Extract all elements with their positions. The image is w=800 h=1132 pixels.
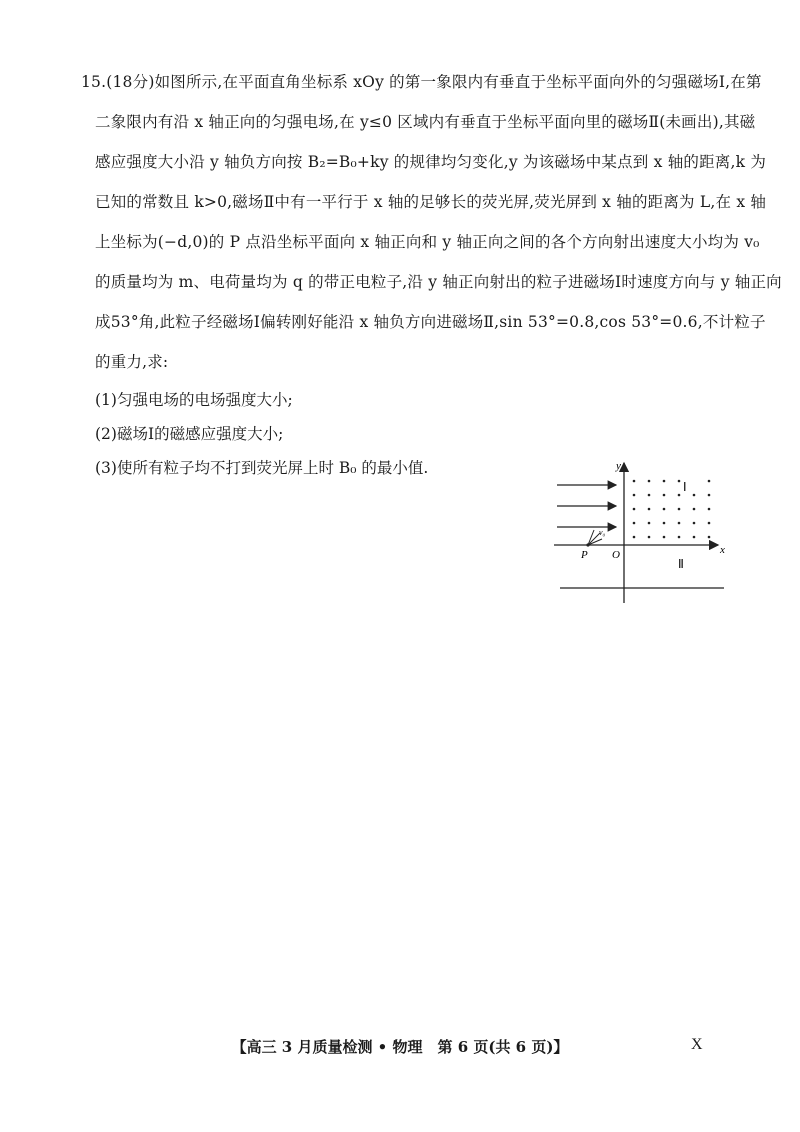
point-p-marker: [586, 543, 589, 546]
velocity-label: v₀: [599, 528, 606, 537]
question-1: (1)匀强电场的电场强度大小;: [95, 391, 293, 409]
field-dot: [678, 522, 681, 525]
field-dot: [663, 522, 666, 525]
field-dot: [693, 536, 696, 539]
field-dot: [663, 536, 666, 539]
field-dot: [663, 508, 666, 511]
diagram-svg: [552, 455, 732, 605]
problem-line: 的质量均为 m、电荷量均为 q 的带正电粒子,沿 y 轴正向射出的粒子进磁场Ⅰ时速度方向与 y 轴正向: [95, 273, 782, 291]
version-mark: X: [691, 1036, 703, 1053]
field-dot: [648, 494, 651, 497]
field-dot: [633, 494, 636, 497]
field-dot: [633, 508, 636, 511]
field-dot: [708, 480, 711, 483]
field-dot: [693, 494, 696, 497]
field-dot: [678, 480, 681, 483]
origin-label: O: [612, 549, 620, 561]
field-dot: [678, 536, 681, 539]
field-dot: [648, 480, 651, 483]
field-dot: [648, 536, 651, 539]
y-axis-label: y: [616, 460, 621, 472]
region-2-label: Ⅱ: [678, 557, 684, 571]
field-dot: [708, 522, 711, 525]
field-dot: [693, 508, 696, 511]
field-dot: [678, 508, 681, 511]
problem-line: 15.(18分)如图所示,在平面直角坐标系 xOy 的第一象限内有垂直于坐标平面向外的匀强磁场Ⅰ,在第: [81, 73, 762, 91]
field-dot: [648, 522, 651, 525]
field-dot: [633, 522, 636, 525]
problem-line: 成53°角,此粒子经磁场Ⅰ偏转刚好能沿 x 轴负方向进磁场Ⅱ,sin 53°=0.8,cos 53°=0.6,不计粒子: [95, 313, 766, 331]
field-dot: [663, 480, 666, 483]
problem-line: 感应强度大小沿 y 轴负方向按 B₂=B₀+ky 的规律均匀变化,y 为该磁场中某点到 x 轴的距离,k 为: [95, 153, 767, 171]
field-dot: [708, 536, 711, 539]
field-dot: [663, 494, 666, 497]
problem-line: 二象限内有沿 x 轴正向的匀强电场,在 y≤0 区域内有垂直于坐标平面向里的磁场Ⅱ(未画出),其磁: [95, 113, 756, 131]
field-dot: [708, 494, 711, 497]
region-1-label: Ⅰ: [683, 480, 687, 494]
point-p-label: P: [581, 549, 588, 561]
field-dot: [708, 508, 711, 511]
physics-diagram: [552, 455, 732, 605]
x-axis-label: x: [720, 544, 725, 556]
field-dot: [633, 480, 636, 483]
question-2: (2)磁场Ⅰ的磁感应强度大小;: [95, 425, 284, 443]
field-dot: [678, 494, 681, 497]
field-dot: [693, 522, 696, 525]
page-footer: 【高三 3 月质量检测 • 物理 第 6 页(共 6 页)】: [231, 1038, 569, 1056]
problem-15: [81, 62, 782, 484]
field-dot: [648, 508, 651, 511]
problem-line: 已知的常数且 k>0,磁场Ⅱ中有一平行于 x 轴的足够长的荧光屏,荧光屏到 x 轴的距离为 L,在 x 轴: [95, 193, 767, 211]
magnetic-field-dots: [633, 480, 711, 539]
problem-line: 上坐标为(−d,0)的 P 点沿坐标平面向 x 轴正向和 y 轴正向之间的各个方向射出速度大小均为 v₀: [95, 233, 760, 251]
problem-line: 的重力,求:: [95, 353, 169, 371]
question-3: (3)使所有粒子均不打到荧光屏上时 B₀ 的最小值.: [95, 459, 429, 477]
field-dot: [633, 536, 636, 539]
